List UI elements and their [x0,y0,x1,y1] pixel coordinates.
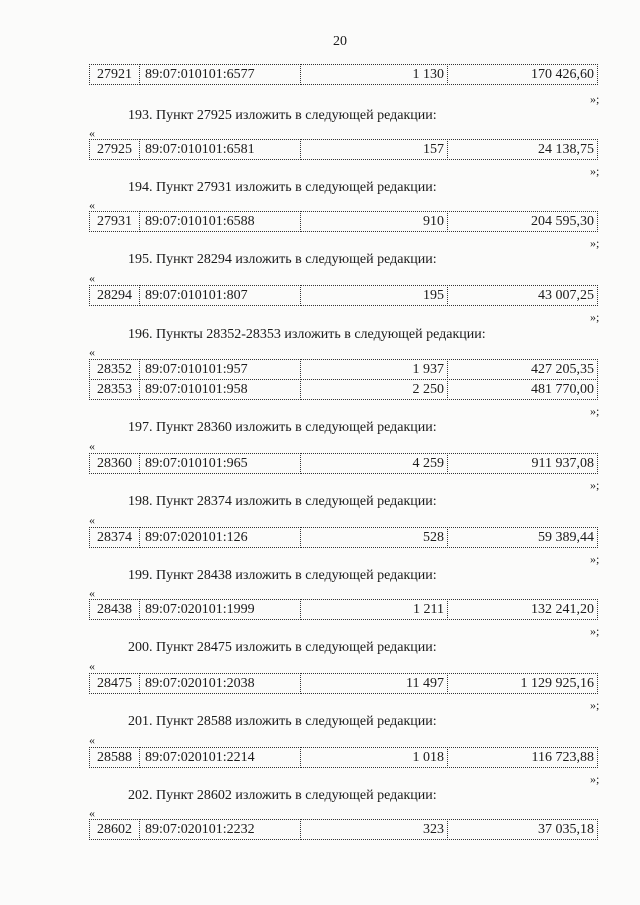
section-heading: 198. Пункт 28374 изложить в следующей редакции: [128,494,437,509]
cost-value: 170 426,60 [447,64,598,85]
area-value: 1 937 [300,359,448,380]
cost-value: 427 205,35 [447,359,598,380]
item-number: 28352 [89,359,140,380]
cost-value: 911 937,08 [447,453,598,474]
closing-quote: »; [590,624,600,638]
opening-quote: « [89,126,95,140]
item-number: 28374 [89,527,140,548]
cadastral-number: 89:07:020101:1999 [139,599,301,620]
area-value: 195 [300,285,448,306]
area-value: 1 211 [300,599,448,620]
area-value: 157 [300,139,448,160]
cadastral-number: 89:07:010101:6581 [139,139,301,160]
closing-quote: »; [590,772,600,786]
closing-quote: »; [590,478,600,492]
page-number: 20 [333,34,347,49]
item-number: 27931 [89,211,140,232]
table-row [89,453,599,474]
opening-quote: « [89,439,95,453]
closing-quote: »; [590,236,600,250]
area-value: 528 [300,527,448,548]
cost-value: 43 007,25 [447,285,598,306]
cadastral-number: 89:07:020101:2232 [139,819,301,840]
cadastral-number: 89:07:010101:6588 [139,211,301,232]
section-heading: 194. Пункт 27931 изложить в следующей редакции: [128,180,437,195]
section-heading: 200. Пункт 28475 изложить в следующей редакции: [128,640,437,655]
table-row [89,285,599,306]
section-heading: 199. Пункт 28438 изложить в следующей редакции: [128,568,437,583]
table-row [89,139,599,160]
closing-quote: »; [590,404,600,418]
section-heading: 197. Пункт 28360 изложить в следующей редакции: [128,420,437,435]
closing-quote: »; [590,92,600,106]
table-row [89,819,599,840]
area-value: 2 250 [300,379,448,400]
cadastral-number: 89:07:010101:965 [139,453,301,474]
opening-quote: « [89,586,95,600]
cost-value: 204 595,30 [447,211,598,232]
opening-quote: « [89,345,95,359]
opening-quote: « [89,198,95,212]
table-row [89,527,599,548]
item-number: 28294 [89,285,140,306]
area-value: 1 130 [300,64,448,85]
table-row [89,359,599,380]
area-value: 11 497 [300,673,448,694]
section-heading: 201. Пункт 28588 изложить в следующей редакции: [128,714,437,729]
opening-quote: « [89,659,95,673]
table-row [89,379,599,400]
opening-quote: « [89,733,95,747]
cost-value: 481 770,00 [447,379,598,400]
closing-quote: »; [590,698,600,712]
cost-value: 37 035,18 [447,819,598,840]
cost-value: 132 241,20 [447,599,598,620]
cadastral-number: 89:07:010101:957 [139,359,301,380]
closing-quote: »; [590,310,600,324]
table-row [89,747,599,768]
section-heading: 195. Пункт 28294 изложить в следующей редакции: [128,252,437,267]
cadastral-number: 89:07:020101:2214 [139,747,301,768]
section-heading: 193. Пункт 27925 изложить в следующей редакции: [128,108,437,123]
cost-value: 1 129 925,16 [447,673,598,694]
closing-quote: »; [590,164,600,178]
cadastral-number: 89:07:010101:6577 [139,64,301,85]
item-number: 28588 [89,747,140,768]
item-number: 28353 [89,379,140,400]
table-row [89,64,599,85]
item-number: 27921 [89,64,140,85]
cost-value: 24 138,75 [447,139,598,160]
opening-quote: « [89,271,95,285]
cadastral-number: 89:07:010101:958 [139,379,301,400]
area-value: 910 [300,211,448,232]
table-row [89,673,599,694]
cost-value: 116 723,88 [447,747,598,768]
cost-value: 59 389,44 [447,527,598,548]
item-number: 28602 [89,819,140,840]
opening-quote: « [89,513,95,527]
cadastral-number: 89:07:020101:126 [139,527,301,548]
opening-quote: « [89,806,95,820]
cadastral-number: 89:07:010101:807 [139,285,301,306]
item-number: 27925 [89,139,140,160]
section-heading: 196. Пункты 28352-28353 изложить в следующей редакции: [128,327,486,342]
item-number: 28475 [89,673,140,694]
closing-quote: »; [590,552,600,566]
area-value: 1 018 [300,747,448,768]
area-value: 323 [300,819,448,840]
table-row [89,211,599,232]
item-number: 28360 [89,453,140,474]
table-row [89,599,599,620]
item-number: 28438 [89,599,140,620]
cadastral-number: 89:07:020101:2038 [139,673,301,694]
area-value: 4 259 [300,453,448,474]
section-heading: 202. Пункт 28602 изложить в следующей редакции: [128,788,437,803]
